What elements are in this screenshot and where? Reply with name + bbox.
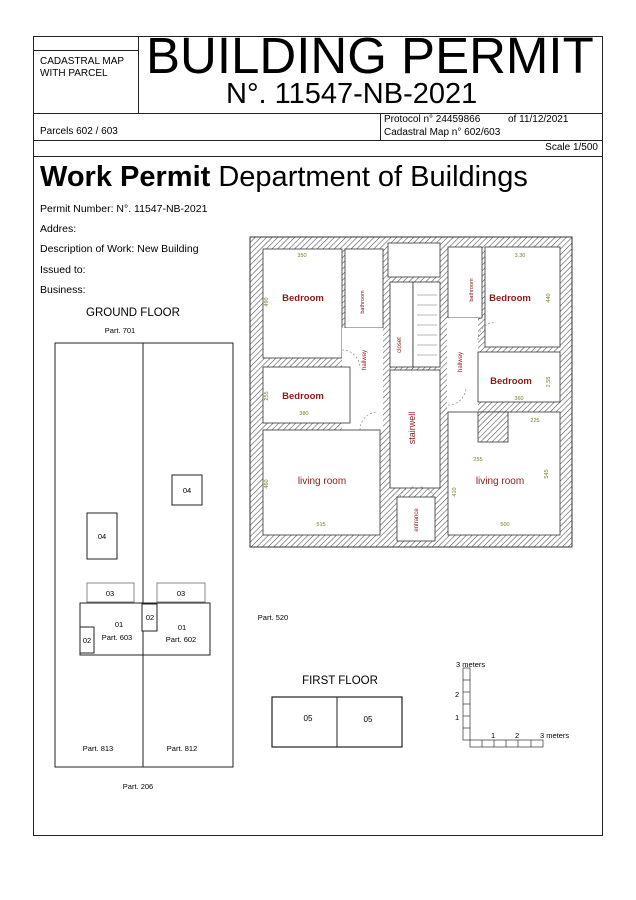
label-hallway: hallway xyxy=(458,351,464,373)
lot-04-label: 04 xyxy=(97,532,107,541)
form-address: Addres: xyxy=(40,223,77,235)
scale-tick-1: 1 xyxy=(491,731,496,740)
parcels-text: Parcels 602 / 603 xyxy=(40,126,118,137)
label-bedroom: Bedroom xyxy=(282,391,324,402)
label-bathroom: bathroom xyxy=(360,290,366,314)
dimension-label: 490 xyxy=(264,297,270,307)
dimension-label: 255 xyxy=(264,391,270,401)
heading-bold: Work Permit xyxy=(40,161,211,193)
part-602-label: Part. 602 xyxy=(165,635,197,644)
label-hallway: hallway xyxy=(362,349,368,371)
label-bathroom: bathroom xyxy=(469,278,475,302)
heading-regular: Department of Buildings xyxy=(218,161,528,193)
lot-03-label: 03 xyxy=(176,589,186,598)
dimension-label: 460 xyxy=(264,479,270,489)
scale-horizontal-label: 3 meters xyxy=(540,731,570,740)
permit-number-title: N°. 11547-NB-2021 xyxy=(226,78,478,110)
cadastral-label-line1: CADASTRAL MAP xyxy=(40,56,125,67)
label-living-room: living room xyxy=(475,476,525,487)
part-206-label: Part. 206 xyxy=(122,782,154,791)
lot-05-label: 05 xyxy=(363,715,373,724)
room-storage xyxy=(388,243,440,277)
lot-04-label: 04 xyxy=(182,486,192,495)
lot-05-label: 05 xyxy=(303,714,313,723)
scale-bar xyxy=(455,660,569,747)
scale-text: Scale 1/500 xyxy=(545,142,598,153)
scale-tick-1: 1 xyxy=(455,713,460,722)
lot-01-label: 01 xyxy=(114,620,124,629)
dimension-label: 515 xyxy=(316,522,326,528)
dimension-label: 255 xyxy=(473,457,483,463)
ground-floor-title: GROUND FLOOR xyxy=(86,307,180,319)
cadastral-map-number: Cadastral Map n° 602/603 xyxy=(384,127,501,138)
part-813-label: Part. 813 xyxy=(82,744,114,753)
dimension-label: 380 xyxy=(299,411,309,417)
room-bathroom-left xyxy=(345,249,383,328)
dimension-label: 350 xyxy=(297,253,307,259)
scale-tick-2: 2 xyxy=(515,731,520,740)
room-bathroom-right xyxy=(448,247,482,318)
scale-vertical-label: 3 meters xyxy=(456,660,486,669)
lot-01-label: 01 xyxy=(177,623,187,632)
wall-block xyxy=(478,412,508,442)
floor-plan xyxy=(250,237,572,547)
dimension-label: 2.55 xyxy=(546,376,552,388)
dimension-label: 440 xyxy=(546,293,552,303)
label-stairwell: stairwell xyxy=(407,411,417,445)
dimension-label: 545 xyxy=(544,469,550,479)
protocol-text: Protocol n° 24459866 xyxy=(384,114,481,125)
form-permit-number: Permit Number: N°. 11547-NB-2021 xyxy=(40,203,208,215)
dimension-label: 225 xyxy=(530,418,540,424)
form-issued-to: Issued to: xyxy=(40,264,86,276)
parcel-outline xyxy=(55,343,233,767)
lot-02-label: 02 xyxy=(145,613,155,622)
lot-02-label: 02 xyxy=(82,636,92,645)
first-floor-title: FIRST FLOOR xyxy=(302,675,378,687)
part-520-label: Part. 520 xyxy=(257,613,289,622)
label-closet: closet xyxy=(397,337,403,353)
document-title: BUILDING PERMIT xyxy=(146,27,594,84)
form-business: Business: xyxy=(40,284,86,296)
dimension-label: 3.30 xyxy=(514,253,526,259)
label-entrance: entrance xyxy=(414,508,420,532)
label-bedroom: Bedroom xyxy=(490,376,532,387)
part-812-label: Part. 812 xyxy=(166,744,198,753)
cadastral-label-line2: WITH PARCEL xyxy=(40,68,108,79)
lot-03-label: 03 xyxy=(105,589,115,598)
label-living-room: living room xyxy=(297,476,347,487)
label-bedroom: Bedroom xyxy=(489,293,531,304)
part-603-label: Part. 603 xyxy=(101,633,133,642)
part-701-label: Part. 701 xyxy=(104,326,136,335)
dimension-label: 410 xyxy=(452,487,458,497)
protocol-date: of 11/12/2021 xyxy=(508,114,569,125)
room-closet xyxy=(390,282,413,367)
dimension-label: 360 xyxy=(514,396,524,402)
form-description: Description of Work: New Building xyxy=(40,243,199,255)
scale-tick-2: 2 xyxy=(455,690,460,699)
label-bedroom: Bedroom xyxy=(282,293,324,304)
first-floor-plan xyxy=(272,675,402,747)
dimension-label: 500 xyxy=(500,522,510,528)
